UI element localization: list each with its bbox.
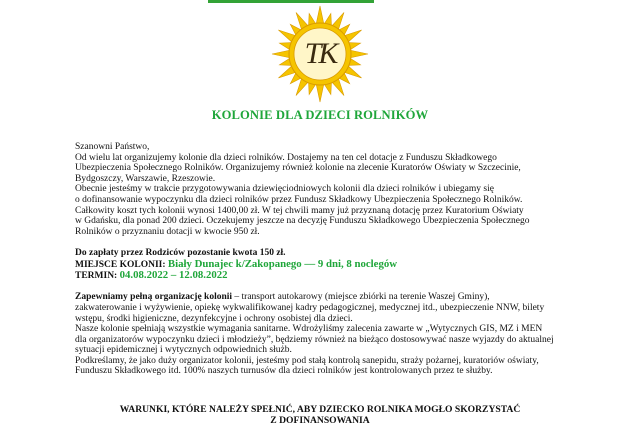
intro-line: Od wielu lat organizujemy kolonie dla dzieci rolników. Dostajemy na ten cel dotacje z Funduszu Składkowego <box>75 152 497 163</box>
org-line: zakwaterowanie i wyżywienie, opiekę wykwalifikowanej kadry pedagogicznej, medycznej itd., ubezpieczenie NNW, bilety <box>75 302 545 313</box>
organization-text: – transport autokarowy (miejsce zbiórki na terenie Waszej Gminy), <box>232 292 490 303</box>
org-line: dla organizatorów wypoczynku dzieci i młodzieży”, będziemy również na bieżąco dostosowywać nasze wyjazdy do aktualnej <box>75 334 554 345</box>
org-line: sytuacji epidemicznej i wytycznych odpowiednich służb. <box>75 345 292 356</box>
intro-line: Bydgoszczy, Warszawie, Rzeszowie. <box>75 173 216 184</box>
page-title: KOLONIE DLA DZIECI ROLNIKÓW <box>211 108 429 122</box>
org-line: Funduszu Składkowego itd. 100% naszych turnusów dla dzieci rolników jest kontrolowanych przez te służby. <box>75 366 493 377</box>
organization-bold: Zapewniamy pełną organizację kolonii <box>75 292 233 303</box>
sun-ray <box>316 84 324 102</box>
org-line: Nasze kolonie spełniają wszystkie wymagania sanitarne. Wdrożyliśmy zalecenia zawarte w „Wytycznych GIS, MZ i MEN <box>75 324 543 335</box>
sun-ray <box>316 6 324 24</box>
term-value: 04.08.2022 – 12.08.2022 <box>119 269 228 282</box>
term-row <box>75 270 575 282</box>
logo-letters: TK <box>304 37 336 70</box>
conditions-line: Z DOFINANSOWANIA <box>270 414 370 426</box>
letter-body <box>75 142 575 377</box>
place-value: Biały Dunajec k/Zakopanego — 9 dni, 8 noclegów <box>167 257 398 270</box>
top-green-bar <box>208 0 374 3</box>
conditions-line: WARUNKI, KTÓRE NALEŻY SPEŁNIĆ, ABY DZIECKO ROLNIKA MOGŁO SKORZYSTAĆ <box>119 404 521 415</box>
intro-line: Całkowity koszt tych kolonii wynosi 1400,00 zł. W tej chwili mamy już przyznaną dotację przez Kuratorium Oświaty <box>75 205 524 216</box>
org-line: wstępu, środki higieniczne, dezynfekcyjne i ochrony osobistej dla dzieci. <box>75 313 353 324</box>
intro-line: w Gdańsku, dla ponad 200 dzieci. Oczekujemy jeszcze na decyzję Funduszu Składkowego Ubezpieczenia Społecznego <box>75 216 530 227</box>
intro-line: Obecnie jesteśmy w trakcie przygotowywania dziewięciodniowych kolonii dla dzieci rolników i ubiegamy się <box>75 184 494 195</box>
conditions-heading <box>0 405 640 426</box>
sun-logo-icon <box>268 4 372 104</box>
term-label: TERMIN: <box>75 271 118 282</box>
payment-note: Do zapłaty przez Rodziców pozostanie kwota 150 zł. <box>75 247 286 258</box>
intro-line: o dofinansowanie wypoczynku dla dzieci rolników przez Fundusz Składkowy Ubezpieczenia Społecznego Rolników. <box>75 194 523 205</box>
intro-line: Rolników o przyznaniu dotacji w kwocie 950 zł. <box>75 226 260 237</box>
org-line: Podkreślamy, że jako duży organizator kolonii, jesteśmy pod stałą kontrolą sanepidu, straży pożarnej, kuratoriów oświaty, <box>75 355 539 366</box>
intro-line: Ubezpieczenia Społecznego Rolników. Organizujemy również kolonie na zlecenie Kuratorów Oświaty w Szczecinie, <box>75 163 521 174</box>
organization-line <box>75 292 575 303</box>
place-label: MIEJSCE KOLONII: <box>75 259 166 270</box>
greeting: Szanowni Państwo, <box>75 142 150 152</box>
